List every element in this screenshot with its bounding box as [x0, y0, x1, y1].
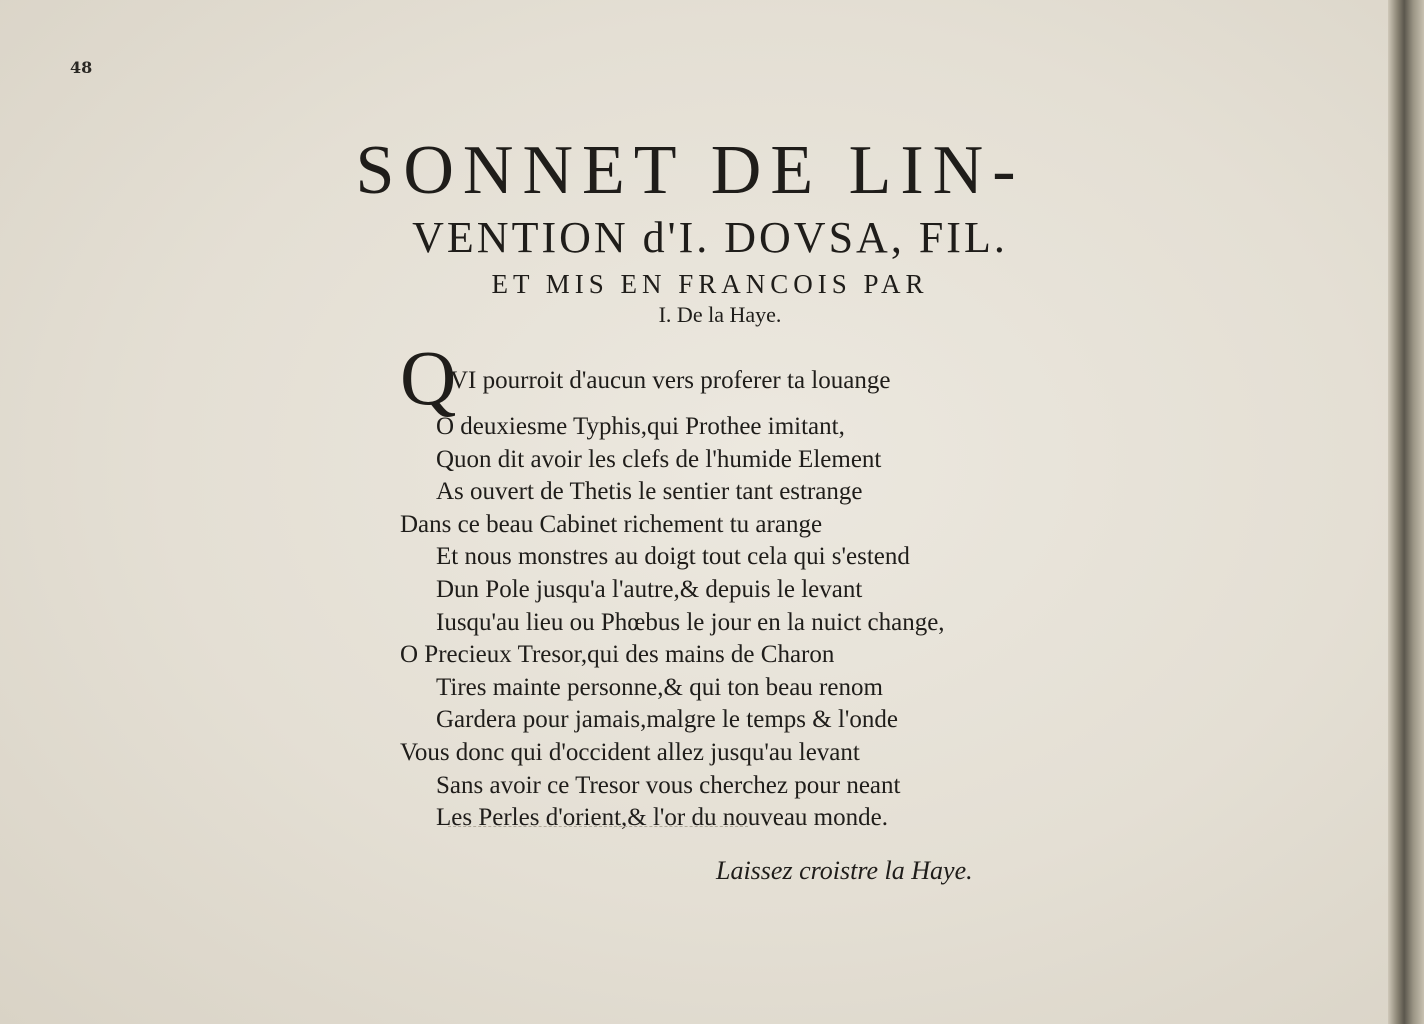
poem-line: Vous donc qui d'occident allez jusqu'au levant: [400, 738, 860, 766]
motto: Laissez croistre la Haye.: [716, 856, 973, 885]
poem-line: Les Perles d'orient,& l'or du nouveau monde.: [436, 804, 888, 832]
poem-line: Et nous monstres au doigt tout cela qui s'estend: [436, 543, 910, 571]
poem-line: Iusqu'au lieu ou Phœbus le jour en la nuict change,: [436, 608, 945, 636]
poem-line: As ouvert de Thetis le sentier tant estrange: [436, 478, 863, 506]
title-line-3: ET MIS EN FRANCOIS PAR: [491, 269, 929, 299]
poem-line: Tires mainte personne,& qui ton beau renom: [436, 673, 883, 701]
sonnet-body: [400, 334, 945, 835]
divider: [448, 826, 748, 827]
title-line-2: VENTION d'I. DOVSA, FIL.: [412, 213, 1008, 262]
poem-line: O Precieux Tresor,qui des mains de Charon: [400, 641, 835, 669]
poem-line: Sans avoir ce Tresor vous cherchez pour neant: [436, 771, 901, 799]
drop-cap: Q: [400, 334, 457, 421]
sonnet-title: [240, 130, 1140, 330]
poem-line: Gardera pour jamais,malgre le temps & l'onde: [436, 706, 898, 734]
poem-line: Quon dit avoir les clefs de l'humide Element: [436, 445, 882, 473]
title-line-1: SONNET DE LIN-: [355, 132, 1025, 209]
poem-line: O deuxiesme Typhis,qui Prothee imitant,: [436, 413, 845, 440]
title-line-4: I. De la Haye.: [658, 302, 782, 327]
poem-line: [400, 334, 945, 421]
poem-line: Dans ce beau Cabinet richement tu arange: [400, 510, 823, 538]
book-gutter: [1388, 0, 1424, 1024]
poem-line: Dun Pole jusqu'a l'autre,& depuis le levant: [436, 575, 863, 603]
page-number: 48: [70, 58, 93, 77]
poem-line-text: VI pourroit d'aucun vers proferer ta louange: [450, 367, 891, 394]
